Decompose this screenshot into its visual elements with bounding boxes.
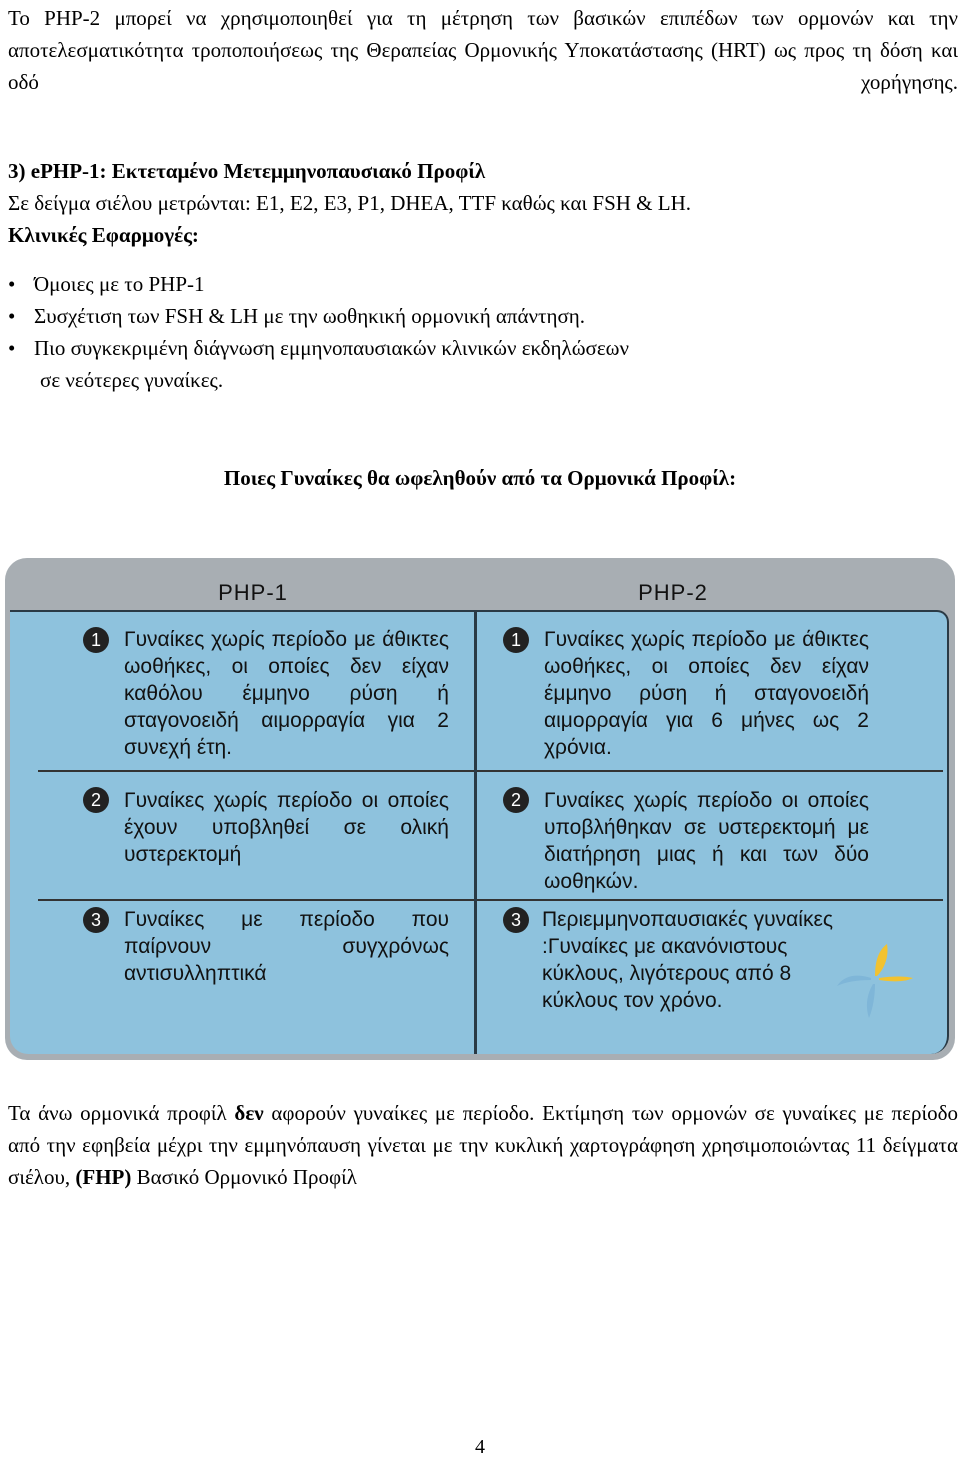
number-badge: 1 (503, 627, 529, 653)
profiles-title: Ποιες Γυναίκες θα ωφεληθούν από τα Ορμονικά Προφίλ: (223, 466, 737, 490)
row-divider (38, 899, 474, 901)
closing-text: Βασικό Ορμονικό Προφίλ (131, 1165, 357, 1189)
intro-paragraph: Το PHP-2 μπορεί να χρησιμοποιηθεί για τη μέτρηση των βασικών επιπέδων των ορμονών και την αποτελεσματικότητα τροποποιήσεως της Θεραπείας Ορμονικής Υποκατάστασης (HRT) ως προς τη δόση και οδό χορήγησης. (8, 6, 958, 94)
pinwheel-decoration-icon (835, 940, 915, 1020)
section3-heading: 3) ePHP-1: Εκτεταμένο Μετεμμηνοπαυσιακό Προφίλ (8, 159, 486, 183)
row-divider (477, 770, 943, 772)
number-badge: 1 (83, 627, 109, 653)
section3-subheading: Κλινικές Εφαρμογές: (8, 223, 199, 247)
closing-bold-text: δεν (234, 1101, 264, 1125)
php2-cell-1: Γυναίκες χωρίς περίοδο με άθικτες ωοθήκες, οι οποίες δεν είχαν έμμηνο ρύση ή σταγονοειδή αιμορραγία για 6 μήνες ως 2 χρόνια. (544, 628, 869, 759)
bullet-icon: • (8, 272, 16, 296)
bullet-icon: • (8, 304, 16, 328)
list-item (8, 268, 908, 300)
clinical-applications-list (8, 268, 908, 396)
closing-text: Τα άνω ορμονικά προφίλ (8, 1101, 235, 1125)
column-divider (474, 610, 477, 1054)
php1-cell-2: Γυναίκες χωρίς περίοδο οι οποίες έχουν υποβληθεί σε ολική υστερεκτομή (124, 789, 449, 866)
php2-cell-2: Γυναίκες χωρίς περίοδο οι οποίες υποβλήθηκαν σε υστερεκτομή με διατήρηση μιας ή και των δύο ωοθηκών. (544, 789, 869, 893)
bullet-text: Συσχέτιση των FSH & LH με την ωοθηκική ορμονική απάντηση. (34, 304, 586, 328)
php2-cell-3: Περιεμμηνοπαυσιακές γυναίκες :Γυναίκες με ακανόνιστους κύκλους, λιγότερους από 8 κύκλους τον χρόνο. (542, 908, 833, 1012)
list-item (8, 300, 908, 332)
php1-cell-3: Γυναίκες με περίοδο που παίρνουν συγχρόνως αντισυλληπτικά (124, 908, 449, 985)
bullet-text: Πιο συγκεκριμένη διάγνωση εμμηνοπαυσιακών κλινικών εκδηλώσεων (34, 336, 629, 360)
list-item (8, 332, 908, 396)
page-number: 4 (475, 1436, 485, 1458)
closing-bold-text: (FHP) (75, 1165, 132, 1189)
column-title-php1: PHP-1 (218, 580, 288, 605)
php1-cell-1: Γυναίκες χωρίς περίοδο με άθικτες ωοθήκες, οι οποίες δεν είχαν καθόλου έμμηνο ρύση ή σταγονοειδή αιμορραγία για 2 συνεχή έτη. (124, 628, 449, 759)
closing-text: αφορούν γυναίκες με περίοδο. Εκτίμηση των ορμονών σε γυναίκες με περίοδο από την εφηβεία μέχρι την εμμηνόπαυση γίνεται με την κυκλική χαρτογράφηση χρησιμοποιώντας 11 δείγματα σιέλου, (8, 1101, 958, 1189)
bullet-text-continuation: σε νεότερες γυναίκες. (40, 368, 224, 392)
number-badge: 3 (503, 907, 529, 933)
bullet-text: Όμοιες με το PHP-1 (34, 272, 205, 296)
closing-paragraph (8, 1097, 958, 1193)
number-badge: 2 (83, 787, 109, 813)
column-title-php2: PHP-2 (638, 580, 708, 605)
row-divider (477, 899, 943, 901)
number-badge: 2 (503, 787, 529, 813)
bullet-icon: • (8, 336, 16, 360)
section3-line: Σε δείγμα σιέλου μετρώνται: Ε1, Ε2, Ε3, Ρ1, DHEA, TTF καθώς και FSH & LH. (8, 191, 691, 215)
number-badge: 3 (83, 907, 109, 933)
row-divider (38, 770, 474, 772)
